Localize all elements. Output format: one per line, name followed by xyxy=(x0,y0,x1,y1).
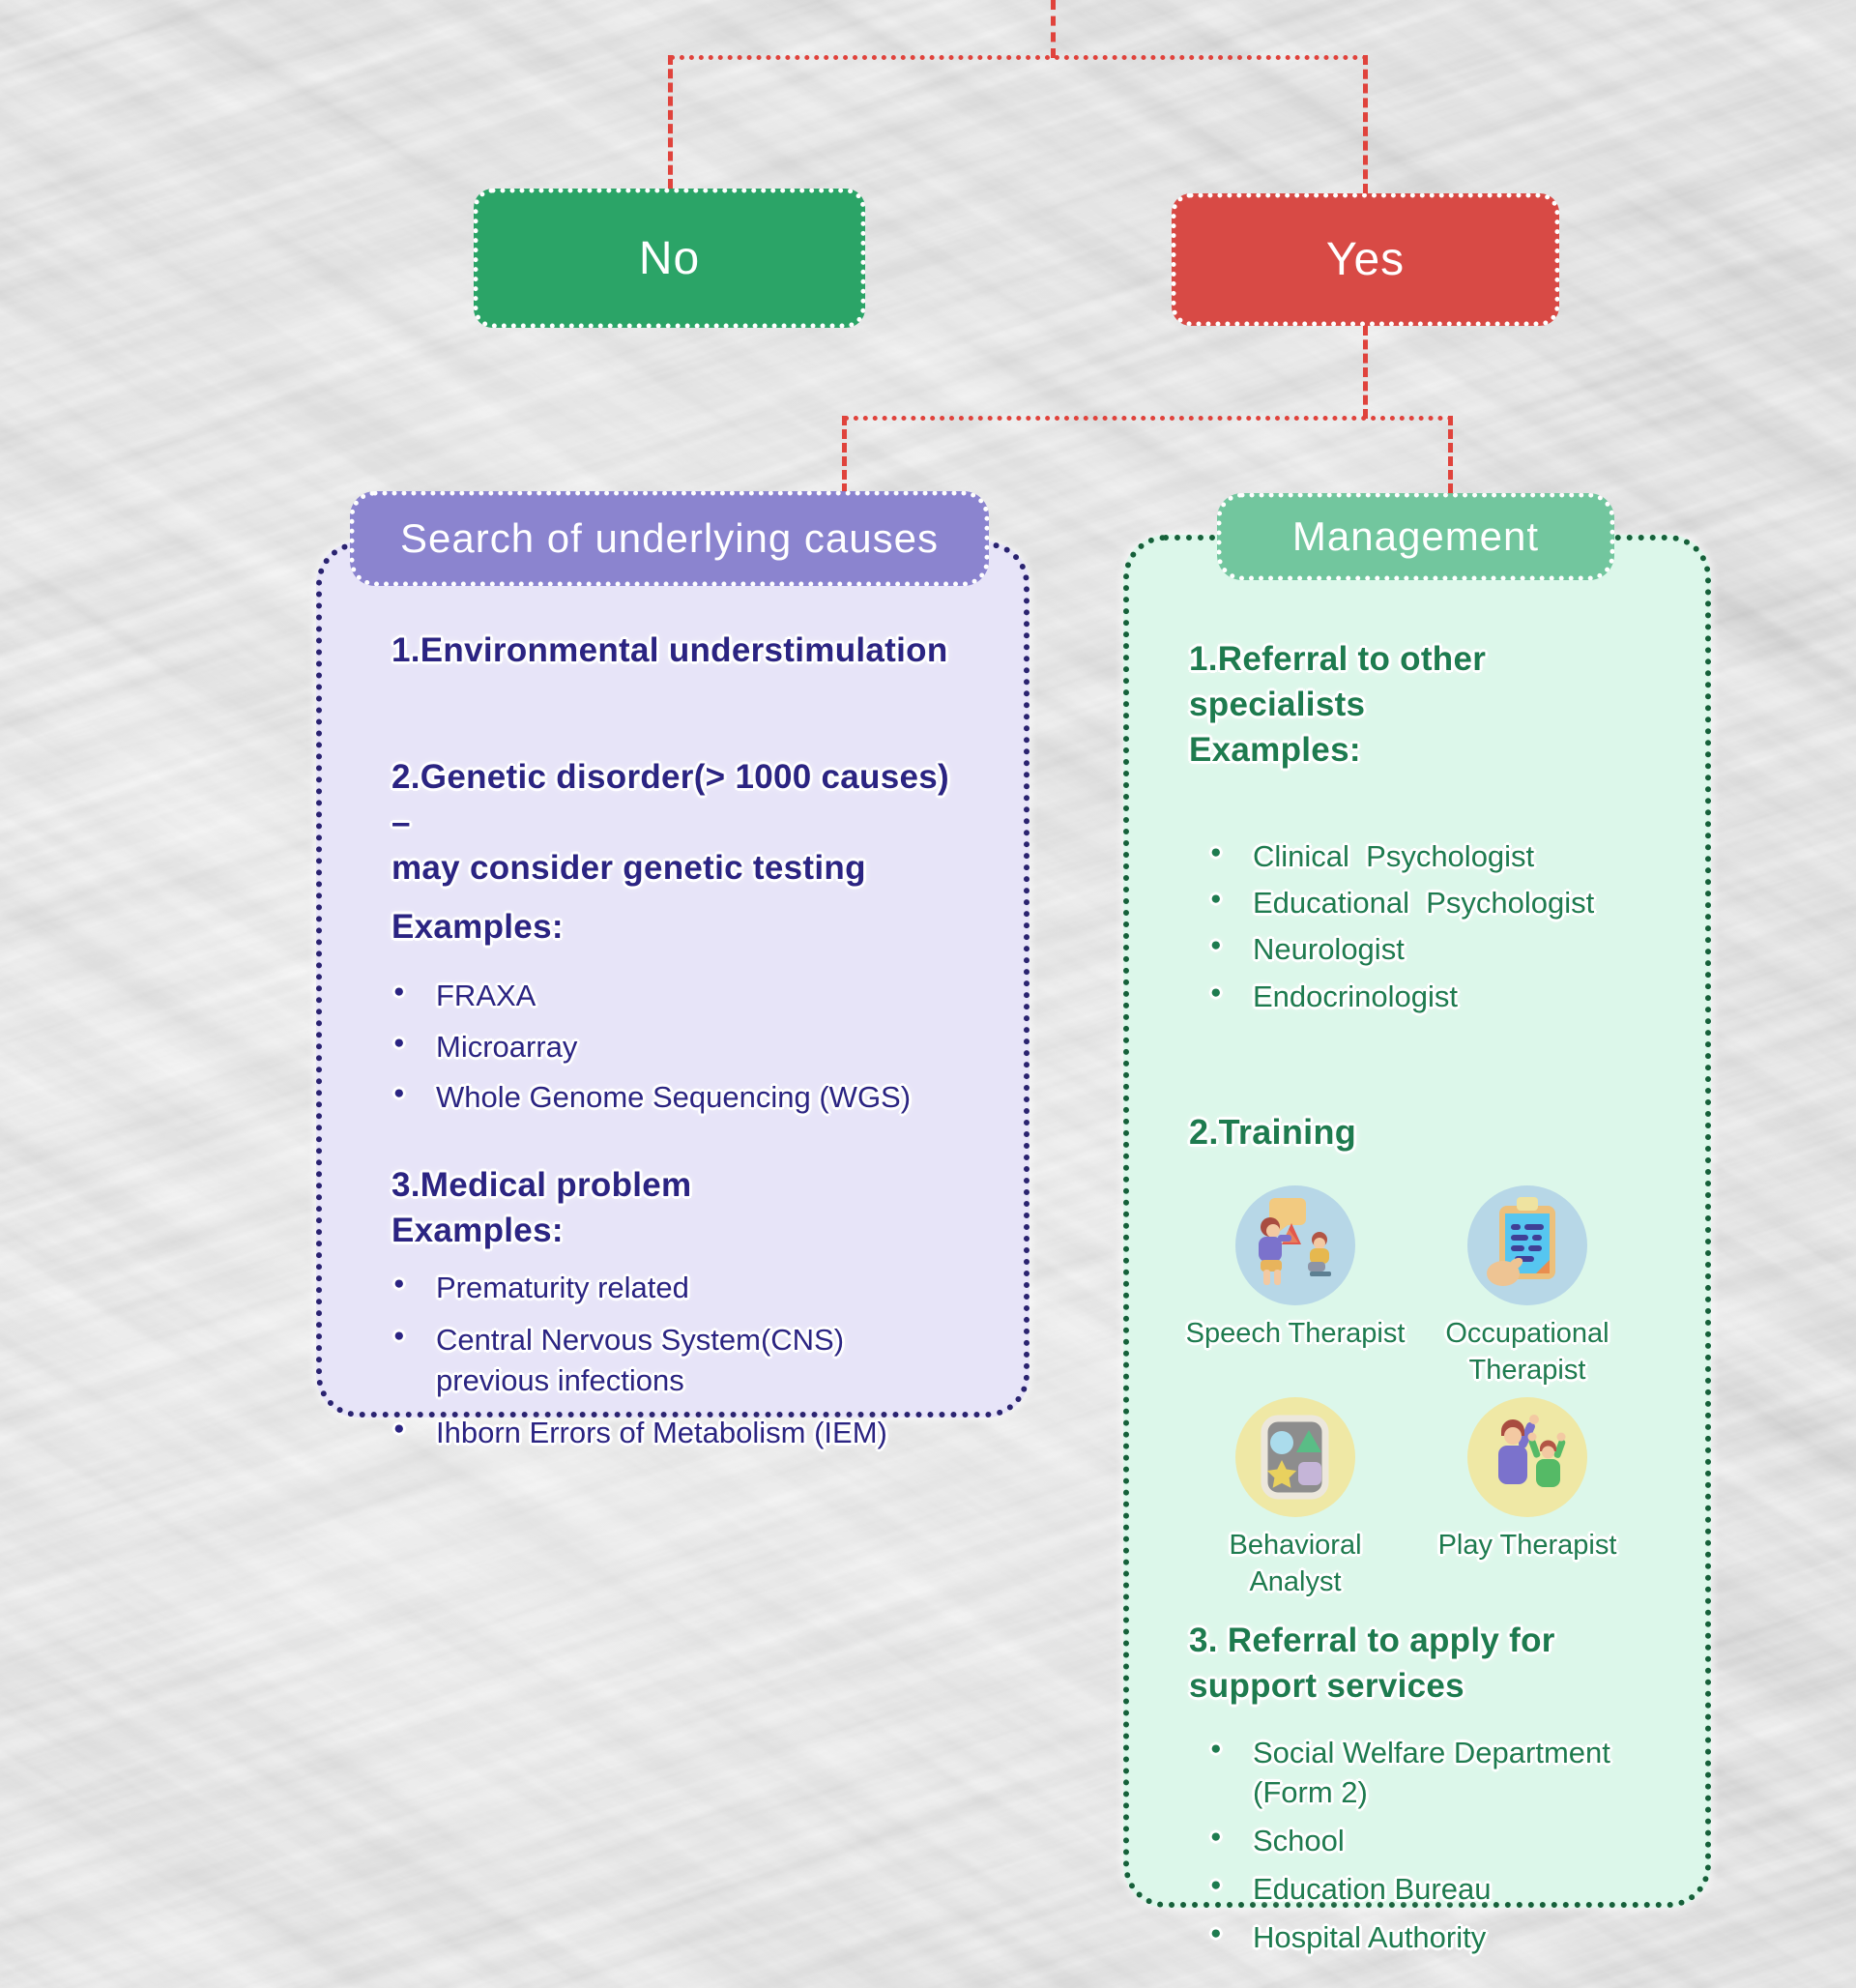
list-item: ● Social Welfare Department (Form 2) xyxy=(1208,1733,1659,1814)
list-item: ● Neurologist xyxy=(1208,930,1667,969)
cause-genetic: 2.Genetic disorder(> 1000 causes) – may consider genetic testing Examples: xyxy=(392,755,975,950)
referral-examples-label: Examples: xyxy=(1189,730,1361,769)
connector-top-horizontal xyxy=(670,55,1368,60)
trainer-speech xyxy=(1181,1184,1409,1389)
list-item: ● Endocrinologist xyxy=(1208,978,1667,1016)
trainer-behavioral xyxy=(1181,1396,1409,1600)
training-heading: 2.Training xyxy=(1189,1111,1357,1152)
trainer-label: Occupational Therapist xyxy=(1445,1318,1610,1386)
underlying-causes-panel xyxy=(316,541,1030,1449)
genetic-examples-label: Examples: xyxy=(392,907,564,946)
list-item: ● FRAXA xyxy=(392,977,919,1015)
management-header xyxy=(1217,493,1614,580)
decision-no-label: No xyxy=(638,232,701,284)
specialists-list xyxy=(1208,837,1667,1016)
underlying-causes-content xyxy=(322,547,1024,1449)
trainer-grid xyxy=(1181,1184,1667,1601)
decision-yes-node xyxy=(1172,193,1559,326)
list-item: ● Prematurity related xyxy=(392,1268,919,1308)
list-item: ● School xyxy=(1208,1821,1659,1861)
connector-drop-to-left-panel xyxy=(842,416,847,493)
cause-medical: 3.Medical problem Examples: xyxy=(392,1163,975,1254)
trainer-occupational xyxy=(1413,1184,1641,1389)
play-therapist-icon xyxy=(1466,1396,1588,1518)
connector-top-vertical xyxy=(1051,0,1056,58)
cause-environmental: 1.Environmental understimulation xyxy=(392,631,948,669)
trainer-label: Play Therapist xyxy=(1437,1530,1617,1562)
underlying-causes-header xyxy=(350,491,989,586)
trainer-label: Speech Therapist xyxy=(1185,1318,1406,1350)
referral-specialists-heading: 1.Referral to other specialists Examples: xyxy=(1189,637,1667,774)
connector-yes-down xyxy=(1363,326,1368,419)
management-title: Management xyxy=(1291,513,1540,559)
underlying-causes-title: Search of underlying causes xyxy=(400,515,939,561)
trainer-label: Behavioral Analyst xyxy=(1229,1530,1362,1598)
list-item: ● Clinical Psychologist xyxy=(1208,837,1667,876)
support-services-list xyxy=(1208,1733,1667,1958)
list-item: ● Microarray xyxy=(392,1028,919,1067)
trainer-play xyxy=(1413,1396,1641,1600)
connector-drop-to-yes xyxy=(1363,55,1368,193)
connector-drop-to-no xyxy=(668,55,673,189)
list-item: ● Educational Psychologist xyxy=(1208,884,1667,922)
decision-yes-label: Yes xyxy=(1325,234,1406,285)
behavioral-analyst-icon xyxy=(1234,1396,1356,1518)
medical-examples-list xyxy=(392,1268,975,1452)
list-item: ● Whole Genome Sequencing (WGS) xyxy=(392,1078,919,1117)
genetic-examples-list xyxy=(392,977,975,1117)
speech-therapist-icon xyxy=(1234,1184,1356,1306)
medical-examples-label: Examples: xyxy=(392,1212,564,1250)
support-services-heading: 3. Referral to apply for support services xyxy=(1189,1621,1555,1705)
connector-drop-to-right-panel xyxy=(1448,416,1453,493)
management-content xyxy=(1129,541,1705,1954)
list-item: ● Ihborn Errors of Metabolism (IEM) xyxy=(392,1413,919,1453)
list-item: ● Hospital Authority xyxy=(1208,1917,1659,1958)
list-item: ● Central Nervous System(CNS) previous infections xyxy=(392,1320,919,1401)
list-item: ● Education Bureau xyxy=(1208,1869,1659,1910)
occupational-therapist-icon xyxy=(1466,1184,1588,1306)
connector-mid-horizontal xyxy=(844,416,1453,421)
decision-no-node xyxy=(474,189,865,328)
management-panel xyxy=(1123,535,1711,1954)
